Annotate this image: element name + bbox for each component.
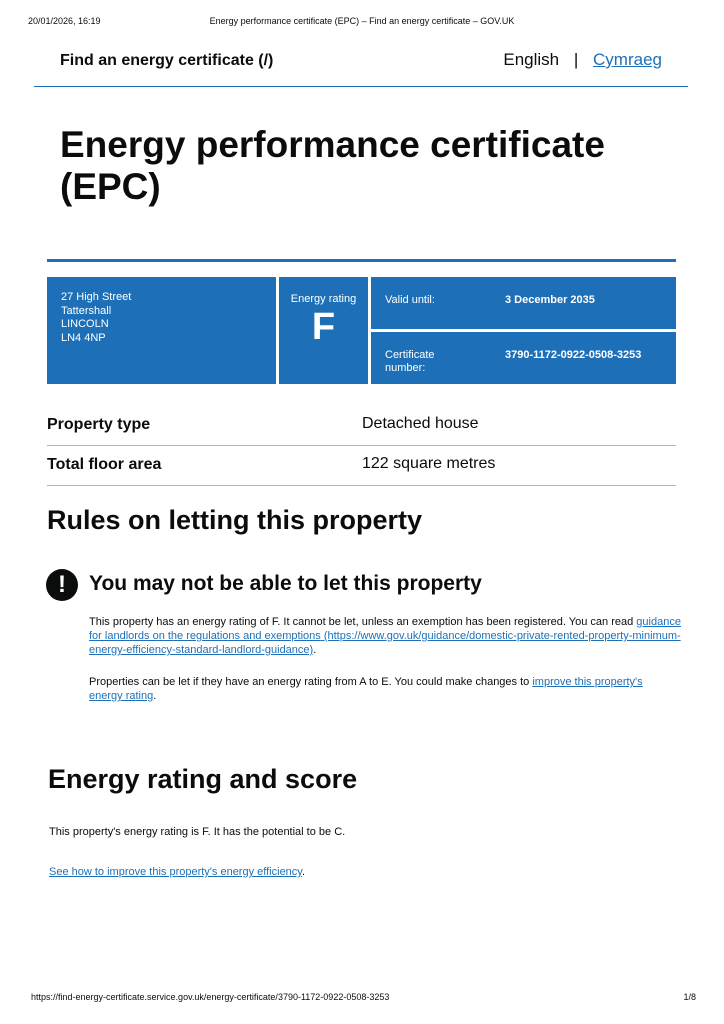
improve-efficiency-link[interactable]: See how to improve this property's energy efficiency [49,866,302,878]
paragraph-end: . [301,866,306,878]
address-line: LN4 4NP [61,331,106,344]
print-page-number: 1/8 [683,992,696,1002]
summary-row [47,406,676,446]
link-text: guidance for landlords on the regulations and exemptions [89,616,681,642]
service-name-link[interactable]: Find an energy certificate (/) [60,52,274,69]
paragraph-end: . [153,690,157,702]
summary-row [47,446,676,486]
paragraph-end: . [313,644,317,656]
improve-rating-link[interactable]: improve this property's energy rating [89,676,643,702]
energy-rating-text: This property's energy rating is F. It has the potential to be C. [49,826,346,838]
energy-rating-label: Energy rating [290,293,357,305]
print-footer [0,992,724,1006]
energy-rating-letter: F [311,306,336,348]
paragraph-text: Properties can be let if they have an energy rating from A to E. You could make changes to [89,676,533,688]
link-url: (https://www.gov.uk/guidance/domestic-private-rented-property-minimum-energy-efficiency-standard-landlord-guidance) [89,630,681,656]
print-footer-url: https://find-energy-certificate.service.gov.uk/energy-certificate/3790-1172-0922-0508-3253 [31,992,390,1002]
language-cymraeg-link[interactable]: Cymraeg [593,50,662,69]
valid-until-label: Valid until: [385,294,435,306]
section-divider [47,259,676,262]
address-line: Tattershall [61,304,112,317]
summary-key: Property type [47,416,151,433]
summary-value: 122 square metres [362,455,496,472]
energy-rating-box [279,277,368,384]
letting-rating-paragraph [89,675,669,703]
print-date: 20/01/2026, 16:19 [28,16,101,26]
property-summary-list [47,406,676,486]
summary-value: Detached house [362,415,479,432]
address-line: LINCOLN [61,318,109,330]
warning-heading: You may not be able to let this property [89,572,482,595]
address-line: 27 High Street [61,291,132,303]
paragraph-text: This property has an energy rating of F. It cannot be let, unless an exemption has been registered. You can read [89,616,637,628]
valid-until-box [371,277,676,329]
summary-key: Total floor area [47,456,162,473]
warning-icon: ! [46,569,78,601]
letting-rules-heading: Rules on letting this property [47,505,423,535]
energy-rating-heading: Energy rating and score [48,764,358,794]
valid-until-value: 3 December 2035 [505,294,595,306]
epc-summary-banner [47,277,676,384]
certificate-number-label: Certificate number: [385,349,435,374]
print-header [0,16,724,30]
language-separator: | [573,50,579,69]
certificate-number-box [371,332,676,384]
language-current: English [503,50,560,69]
page-title: Energy performance certificate (EPC) [60,124,605,207]
certificate-number-value: 3790-1172-0922-0508-3253 [505,349,642,361]
letting-guidance-paragraph [89,615,681,657]
property-address [47,277,276,384]
language-switcher [503,50,662,70]
site-header [34,48,688,87]
print-title: Energy performance certificate (EPC) – Find an energy certificate – GOV.UK [209,16,515,26]
energy-efficiency-paragraph [49,865,649,879]
